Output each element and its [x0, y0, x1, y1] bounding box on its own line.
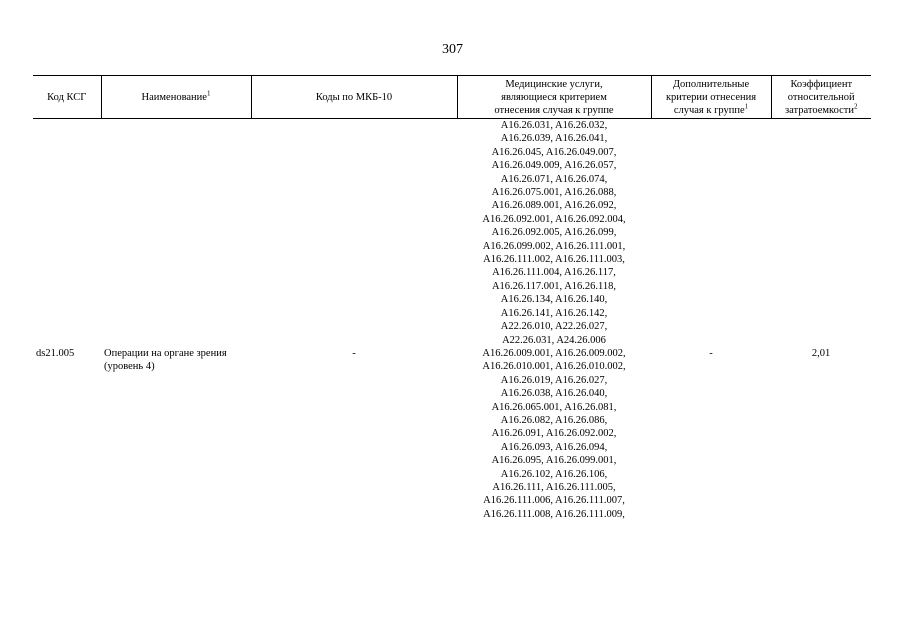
header-code	[33, 76, 101, 119]
table-row-continuation	[33, 119, 871, 347]
header-services-line: Медицинские услуги,	[505, 78, 603, 90]
service-line: A16.26.111, A16.26.111.005,	[492, 481, 616, 493]
header-coefficient-line: Коэффициент	[790, 78, 853, 90]
cell-coefficient-empty	[771, 119, 871, 347]
header-coefficient-line: относительной	[787, 91, 855, 103]
service-line: A16.26.031, A16.26.032,	[500, 120, 608, 131]
service-line: A16.26.141, A16.26.142,	[500, 307, 608, 319]
header-services-line: отнесения случая к группе	[494, 104, 614, 116]
cell-name-empty	[101, 119, 251, 347]
service-line: A16.26.038, A16.26.040,	[500, 388, 608, 400]
service-line: A16.26.010.001, A16.26.010.002,	[482, 361, 626, 373]
service-line: A16.26.075.001, A16.26.088,	[491, 187, 617, 199]
service-line: A16.26.095, A16.26.099.001,	[491, 455, 617, 467]
service-line: A16.26.093, A16.26.094,	[500, 441, 608, 453]
header-coefficient-footnote: 2	[853, 102, 858, 110]
service-line: A16.26.111.006, A16.26.111.007,	[483, 495, 625, 507]
service-line: A16.26.102, A16.26.106,	[500, 468, 608, 480]
service-line: A22.26.031, A24.26.006	[502, 334, 606, 346]
service-line: A16.26.045, A16.26.049.007,	[491, 146, 617, 158]
page-number: 307	[442, 42, 463, 57]
cell-mkb: -	[352, 347, 356, 359]
cell-additional-empty	[651, 119, 771, 347]
service-line: A16.26.049.009, A16.26.057,	[491, 160, 617, 172]
name-line: (уровень 4)	[104, 361, 155, 373]
ksg-table	[33, 75, 871, 521]
cell-services	[457, 347, 651, 521]
service-line: A16.26.134, A16.26.140,	[500, 294, 608, 306]
header-coefficient	[771, 76, 871, 119]
service-line: A16.26.092.005, A16.26.099,	[491, 227, 617, 239]
header-additional-line: случая к группе	[673, 104, 745, 116]
service-line: A16.26.065.001, A16.26.081,	[491, 401, 617, 413]
table-row	[33, 347, 871, 521]
header-name-footnote: 1	[206, 89, 211, 97]
name-line: Операции на органе зрения	[104, 347, 227, 359]
service-line: A16.26.117.001, A16.26.118,	[491, 280, 617, 292]
header-additional	[651, 76, 771, 119]
service-line: A16.26.009.001, A16.26.009.002,	[482, 347, 626, 359]
cell-name	[101, 347, 251, 521]
header-name-label: Наименование	[141, 91, 207, 103]
cell-services	[457, 119, 651, 347]
service-line: A16.26.082, A16.26.086,	[500, 414, 608, 426]
service-line: A16.26.019, A16.26.027,	[500, 374, 608, 386]
service-line: A16.26.039, A16.26.041,	[500, 133, 608, 145]
table-header-row	[33, 76, 871, 119]
cell-code: ds21.005	[36, 347, 75, 359]
service-line: A16.26.111.008, A16.26.111.009,	[483, 508, 625, 520]
service-line: A22.26.010, A22.26.027,	[500, 321, 608, 333]
cell-additional: -	[709, 347, 713, 359]
header-mkb-label: Коды по МКБ-10	[315, 91, 393, 103]
service-line: A16.26.111.004, A16.26.117,	[492, 267, 616, 279]
header-services-line: являющиеся критерием	[501, 91, 607, 103]
service-line: A16.26.099.002, A16.26.111.001,	[482, 240, 626, 252]
header-coefficient-line: затратоемкости	[785, 104, 854, 116]
header-services	[457, 76, 651, 119]
service-line: A16.26.091, A16.26.092.002,	[491, 428, 617, 440]
service-line: A16.26.089.001, A16.26.092,	[491, 200, 617, 212]
service-line: A16.26.111.002, A16.26.111.003,	[483, 254, 625, 266]
header-additional-line: критерии отнесения	[665, 91, 757, 103]
header-name	[101, 76, 251, 119]
header-additional-footnote: 1	[744, 102, 749, 110]
cell-mkb-empty	[251, 119, 457, 347]
header-mkb	[251, 76, 457, 119]
service-line: A16.26.092.001, A16.26.092.004,	[482, 213, 626, 225]
header-additional-line: Дополнительные	[672, 78, 750, 90]
cell-code-empty	[33, 119, 101, 347]
service-line: A16.26.071, A16.26.074,	[500, 173, 608, 185]
cell-coefficient: 2,01	[811, 347, 831, 359]
header-code-label: Код КСГ	[47, 91, 87, 103]
